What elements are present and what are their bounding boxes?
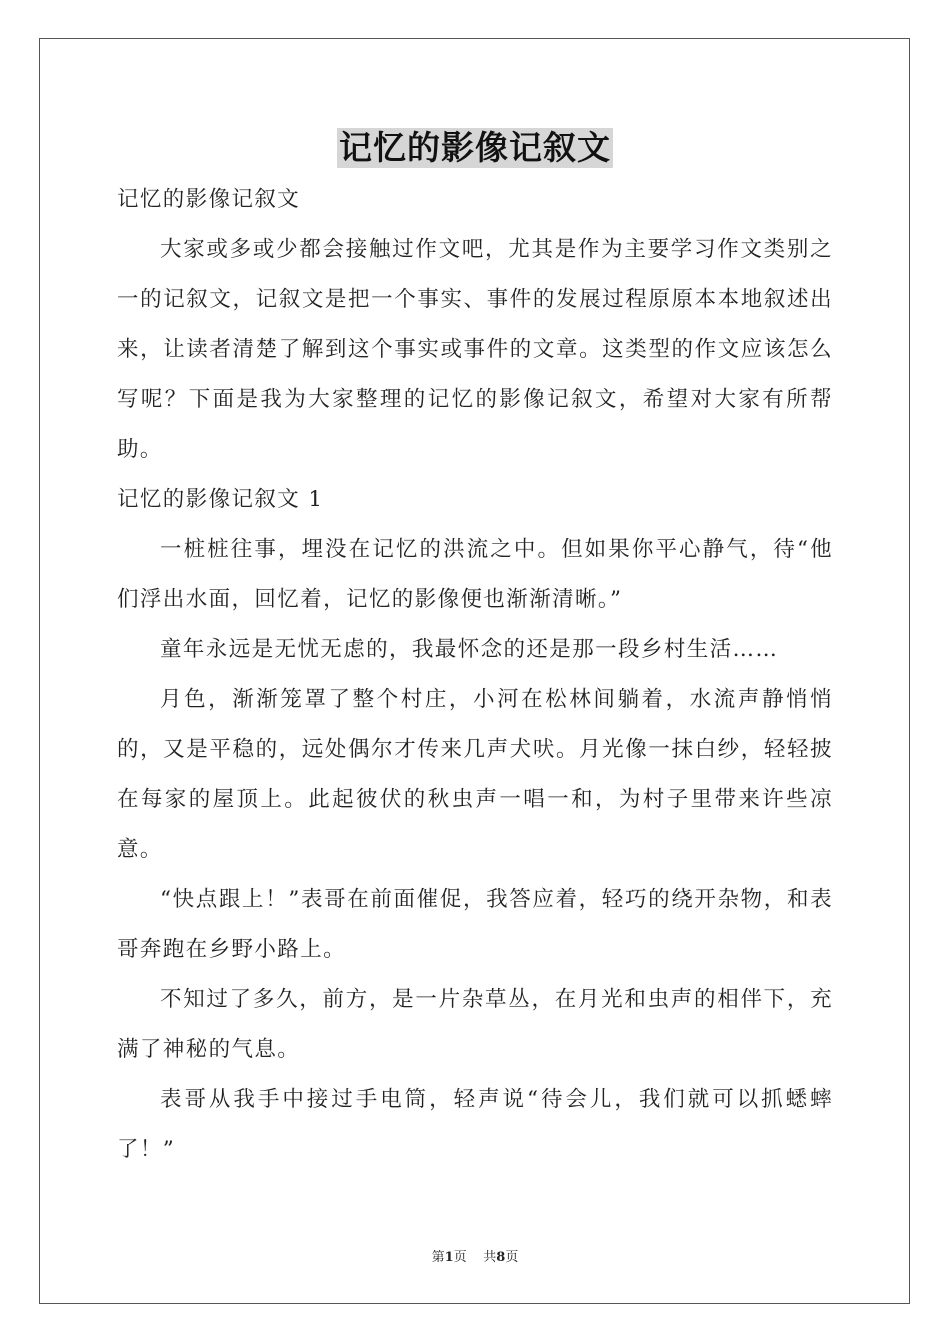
section-heading: 记忆的影像记叙文 1 xyxy=(117,487,324,512)
paragraph: “快点跟上！”表哥在前面催促，我答应着，轻巧的绕开杂物，和表哥奔跑在乡野小路上。 xyxy=(117,887,833,962)
title-container xyxy=(0,128,950,168)
paragraph: 大家或多或少都会接触过作文吧，尤其是作为主要学习作文类别之一的记叙文，记叙文是把一个事实、事件的发展过程原原本本地叙述出来，让读者清楚了解到这个事实或事件的文章。这类型的作文应该怎么写呢？下面是我为大家整理的记忆的影像记叙文，希望对大家有所帮助。 xyxy=(117,237,833,462)
paragraph: 童年永远是无忧无虑的，我最怀念的还是那一段乡村生活…… xyxy=(160,637,779,662)
page-footer xyxy=(0,1246,950,1265)
current-page-number: 1 xyxy=(444,1250,454,1265)
paragraph: 表哥从我手中接过手电筒，轻声说“待会儿，我们就可以抓蟋蟀了！” xyxy=(117,1087,833,1162)
page-suffix: 页 xyxy=(453,1250,467,1265)
paragraph: 一桩桩往事，埋没在记忆的洪流之中。但如果你平心静气，待“他们浮出水面，回忆着，记忆的影像便也渐渐清晰。” xyxy=(117,537,833,612)
total-prefix: 共 xyxy=(483,1250,497,1265)
paragraph: 不知过了多久，前方，是一片杂草丛，在月光和虫声的相伴下，充满了神秘的气息。 xyxy=(117,987,833,1062)
document-body xyxy=(117,175,833,1175)
page-prefix: 第 xyxy=(431,1250,445,1265)
paragraph: 记忆的影像记叙文 xyxy=(117,187,301,212)
total-suffix: 页 xyxy=(505,1250,519,1265)
total-page-number: 8 xyxy=(496,1250,506,1265)
page-title: 记忆的影像记叙文 xyxy=(339,128,611,167)
paragraph: 月色，渐渐笼罩了整个村庄，小河在松林间躺着，水流声静悄悄的，又是平稳的，远处偶尔才传来几声犬吠。月光像一抹白纱，轻轻披在每家的屋顶上。此起彼伏的秋虫声一唱一和，为村子里带来许些凉意。 xyxy=(117,687,833,862)
